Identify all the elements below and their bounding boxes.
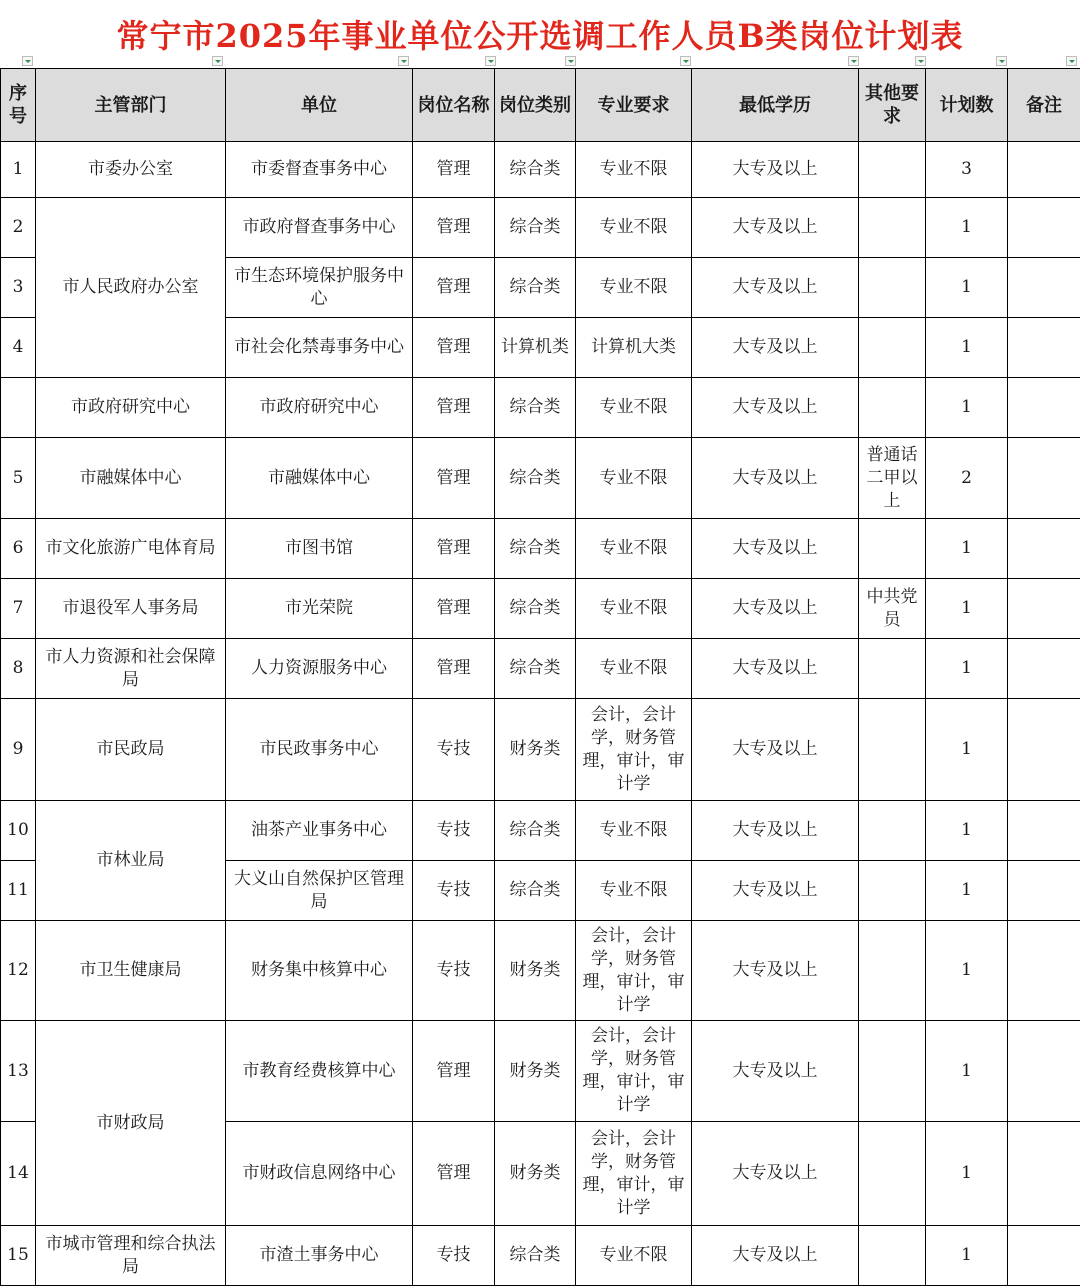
cell-count[interactable]: 1 [926, 1021, 1008, 1122]
cell-education[interactable]: 大专及以上 [692, 921, 859, 1021]
cell-category[interactable]: 综合类 [495, 861, 576, 921]
col-header-note[interactable]: 备注 [1008, 69, 1080, 142]
table-row [1, 1226, 1080, 1286]
cell-education[interactable]: 大专及以上 [692, 258, 859, 318]
cell-post[interactable]: 管理 [413, 519, 495, 579]
cell-post[interactable]: 管理 [413, 639, 495, 699]
cell-seq[interactable]: 15 [1, 1226, 36, 1286]
cell-post[interactable]: 专技 [413, 801, 495, 861]
cell-education[interactable]: 大专及以上 [692, 639, 859, 699]
cell-other[interactable] [859, 1122, 926, 1226]
table-row [1, 198, 1080, 258]
cell-note[interactable] [1008, 579, 1080, 639]
cell-dept[interactable]: 市卫生健康局 [36, 921, 226, 1021]
cell-post[interactable]: 管理 [413, 142, 495, 198]
cell-other[interactable] [859, 258, 926, 318]
cell-major[interactable]: 会计，会计学，财务管理，审计，审计学 [576, 699, 692, 801]
cell-unit[interactable]: 市图书馆 [226, 519, 413, 579]
cell-seq[interactable]: 3 [1, 258, 36, 318]
cell-category[interactable]: 综合类 [495, 142, 576, 198]
cell-unit[interactable]: 市融媒体中心 [226, 438, 413, 519]
filter-dropdown-icon[interactable] [565, 56, 576, 66]
cell-major[interactable]: 专业不限 [576, 639, 692, 699]
cell-note[interactable] [1008, 699, 1080, 801]
cell-category[interactable]: 综合类 [495, 258, 576, 318]
cell-major[interactable]: 会计，会计学，财务管理，审计，审计学 [576, 1021, 692, 1122]
cell-category[interactable]: 计算机类 [495, 318, 576, 378]
cell-unit[interactable]: 市光荣院 [226, 579, 413, 639]
cell-post[interactable]: 管理 [413, 378, 495, 438]
cell-major[interactable]: 专业不限 [576, 258, 692, 318]
cell-education[interactable]: 大专及以上 [692, 699, 859, 801]
cell-major[interactable]: 专业不限 [576, 579, 692, 639]
cell-note[interactable] [1008, 318, 1080, 378]
cell-unit[interactable]: 市社会化禁毒事务中心 [226, 318, 413, 378]
cell-category[interactable]: 综合类 [495, 639, 576, 699]
cell-seq[interactable]: 12 [1, 921, 36, 1021]
cell-unit[interactable]: 财务集中核算中心 [226, 921, 413, 1021]
cell-note[interactable] [1008, 378, 1080, 438]
cell-other[interactable] [859, 142, 926, 198]
cell-count[interactable]: 1 [926, 921, 1008, 1021]
cell-note[interactable] [1008, 198, 1080, 258]
cell-education[interactable]: 大专及以上 [692, 1226, 859, 1286]
cell-major[interactable]: 专业不限 [576, 1226, 692, 1286]
table-row [1, 639, 1080, 699]
cell-other[interactable] [859, 801, 926, 861]
cell-unit[interactable]: 大义山自然保护区管理局 [226, 861, 413, 921]
cell-category[interactable]: 综合类 [495, 198, 576, 258]
filter-dropdown-icon[interactable] [1066, 56, 1077, 66]
cell-seq[interactable]: 13 [1, 1021, 36, 1122]
cell-category[interactable]: 综合类 [495, 438, 576, 519]
cell-other[interactable] [859, 318, 926, 378]
cell-seq[interactable]: 8 [1, 639, 36, 699]
cell-post[interactable]: 管理 [413, 258, 495, 318]
cell-major[interactable]: 会计，会计学，财务管理，审计，审计学 [576, 921, 692, 1021]
cell-seq[interactable]: 7 [1, 579, 36, 639]
cell-unit[interactable]: 市政府督查事务中心 [226, 198, 413, 258]
cell-seq[interactable]: 9 [1, 699, 36, 801]
table-row [1, 142, 1080, 198]
cell-education[interactable]: 大专及以上 [692, 142, 859, 198]
filter-dropdown-icon[interactable] [22, 56, 33, 66]
table-row [1, 921, 1080, 1021]
cell-seq[interactable]: 5 [1, 438, 36, 519]
cell-post[interactable]: 专技 [413, 699, 495, 801]
cell-note[interactable] [1008, 142, 1080, 198]
table-row [1, 699, 1080, 801]
col-header-category[interactable]: 岗位类别 [495, 69, 576, 142]
cell-other[interactable] [859, 378, 926, 438]
cell-category[interactable]: 财务类 [495, 699, 576, 801]
cell-post[interactable]: 专技 [413, 861, 495, 921]
cell-note[interactable] [1008, 1021, 1080, 1122]
cell-major[interactable]: 专业不限 [576, 198, 692, 258]
cell-education[interactable]: 大专及以上 [692, 579, 859, 639]
table-row [1, 1021, 1080, 1122]
filter-dropdown-icon[interactable] [485, 56, 496, 66]
cell-count[interactable]: 1 [926, 519, 1008, 579]
cell-unit[interactable]: 市财政信息网络中心 [226, 1122, 413, 1226]
cell-other[interactable] [859, 639, 926, 699]
filter-dropdown-icon[interactable] [915, 56, 926, 66]
cell-category[interactable]: 综合类 [495, 579, 576, 639]
cell-post[interactable]: 管理 [413, 1122, 495, 1226]
col-header-seq[interactable]: 序号 [1, 69, 36, 142]
cell-other[interactable] [859, 1021, 926, 1122]
cell-education[interactable]: 大专及以上 [692, 318, 859, 378]
cell-unit[interactable]: 人力资源服务中心 [226, 639, 413, 699]
cell-note[interactable] [1008, 1122, 1080, 1226]
cell-note[interactable] [1008, 258, 1080, 318]
col-header-major[interactable]: 专业要求 [576, 69, 692, 142]
cell-other[interactable] [859, 1226, 926, 1286]
cell-major[interactable]: 专业不限 [576, 378, 692, 438]
cell-seq[interactable]: 11 [1, 861, 36, 921]
cell-other[interactable] [859, 699, 926, 801]
table-row [1, 378, 1080, 438]
cell-count[interactable]: 1 [926, 318, 1008, 378]
cell-category[interactable]: 综合类 [495, 1226, 576, 1286]
header-row [1, 69, 1080, 142]
cell-post[interactable]: 管理 [413, 579, 495, 639]
col-header-dept[interactable]: 主管部门 [36, 69, 226, 142]
cell-seq[interactable]: 4 [1, 318, 36, 378]
cell-post[interactable]: 专技 [413, 1226, 495, 1286]
cell-dept[interactable]: 市人民政府办公室 [36, 198, 226, 378]
cell-count[interactable]: 1 [926, 1122, 1008, 1226]
table-row [1, 801, 1080, 861]
cell-count[interactable]: 1 [926, 1226, 1008, 1286]
cell-major[interactable]: 专业不限 [576, 142, 692, 198]
cell-dept[interactable]: 市林业局 [36, 801, 226, 921]
cell-unit[interactable]: 市教育经费核算中心 [226, 1021, 413, 1122]
cell-count[interactable]: 1 [926, 639, 1008, 699]
positions-table [0, 68, 1080, 1286]
cell-dept[interactable]: 市人力资源和社会保障局 [36, 639, 226, 699]
cell-count[interactable]: 1 [926, 861, 1008, 921]
table-row [1, 579, 1080, 639]
cell-seq[interactable]: 6 [1, 519, 36, 579]
cell-major[interactable]: 计算机大类 [576, 318, 692, 378]
cell-dept[interactable]: 市融媒体中心 [36, 438, 226, 519]
cell-education[interactable]: 大专及以上 [692, 519, 859, 579]
cell-major[interactable]: 专业不限 [576, 519, 692, 579]
cell-post[interactable]: 专技 [413, 921, 495, 1021]
cell-post[interactable]: 管理 [413, 198, 495, 258]
cell-note[interactable] [1008, 921, 1080, 1021]
cell-count[interactable]: 1 [926, 699, 1008, 801]
cell-count[interactable]: 3 [926, 142, 1008, 198]
cell-other[interactable]: 普通话二甲以上 [859, 438, 926, 519]
cell-other[interactable] [859, 519, 926, 579]
cell-unit[interactable]: 市生态环境保护服务中心 [226, 258, 413, 318]
cell-seq[interactable] [1, 378, 36, 438]
cell-major[interactable]: 专业不限 [576, 801, 692, 861]
filter-dropdown-icon[interactable] [996, 56, 1007, 66]
cell-count[interactable]: 1 [926, 378, 1008, 438]
cell-other[interactable] [859, 198, 926, 258]
cell-note[interactable] [1008, 639, 1080, 699]
cell-education[interactable]: 大专及以上 [692, 438, 859, 519]
cell-seq[interactable]: 1 [1, 142, 36, 198]
cell-other[interactable] [859, 861, 926, 921]
cell-major[interactable]: 专业不限 [576, 438, 692, 519]
cell-education[interactable]: 大专及以上 [692, 1021, 859, 1122]
col-header-unit[interactable]: 单位 [226, 69, 413, 142]
cell-count[interactable]: 1 [926, 198, 1008, 258]
cell-other[interactable] [859, 921, 926, 1021]
cell-category[interactable]: 财务类 [495, 1122, 576, 1226]
cell-other[interactable]: 中共党员 [859, 579, 926, 639]
cell-dept[interactable]: 市委办公室 [36, 142, 226, 198]
cell-dept[interactable]: 市财政局 [36, 1021, 226, 1226]
col-header-other[interactable]: 其他要求 [859, 69, 926, 142]
cell-count[interactable]: 1 [926, 579, 1008, 639]
filter-dropdown-icon[interactable] [212, 56, 223, 66]
cell-education[interactable]: 大专及以上 [692, 801, 859, 861]
table-row [1, 519, 1080, 579]
cell-category[interactable]: 综合类 [495, 801, 576, 861]
cell-note[interactable] [1008, 801, 1080, 861]
cell-category[interactable]: 综合类 [495, 378, 576, 438]
cell-unit[interactable]: 市渣土事务中心 [226, 1226, 413, 1286]
cell-education[interactable]: 大专及以上 [692, 378, 859, 438]
cell-education[interactable]: 大专及以上 [692, 861, 859, 921]
cell-education[interactable]: 大专及以上 [692, 1122, 859, 1226]
col-header-count[interactable]: 计划数 [926, 69, 1008, 142]
cell-note[interactable] [1008, 438, 1080, 519]
cell-category[interactable]: 财务类 [495, 1021, 576, 1122]
cell-dept[interactable]: 市政府研究中心 [36, 378, 226, 438]
cell-post[interactable]: 管理 [413, 1021, 495, 1122]
cell-count[interactable]: 1 [926, 258, 1008, 318]
page-title: 常宁市2025年事业单位公开选调工作人员B类岗位计划表 [0, 0, 1080, 68]
cell-count[interactable]: 1 [926, 801, 1008, 861]
cell-dept[interactable]: 市退役军人事务局 [36, 579, 226, 639]
cell-category[interactable]: 综合类 [495, 519, 576, 579]
cell-post[interactable]: 管理 [413, 318, 495, 378]
cell-dept[interactable]: 市民政局 [36, 699, 226, 801]
cell-dept[interactable]: 市城市管理和综合执法局 [36, 1226, 226, 1286]
cell-note[interactable] [1008, 861, 1080, 921]
cell-major[interactable]: 专业不限 [576, 861, 692, 921]
cell-unit[interactable]: 油茶产业事务中心 [226, 801, 413, 861]
cell-dept[interactable]: 市文化旅游广电体育局 [36, 519, 226, 579]
cell-unit[interactable]: 市民政事务中心 [226, 699, 413, 801]
cell-count[interactable]: 2 [926, 438, 1008, 519]
cell-seq[interactable]: 2 [1, 198, 36, 258]
filter-dropdown-icon[interactable] [848, 56, 859, 66]
cell-unit[interactable]: 市委督查事务中心 [226, 142, 413, 198]
cell-post[interactable]: 管理 [413, 438, 495, 519]
cell-note[interactable] [1008, 519, 1080, 579]
cell-category[interactable]: 财务类 [495, 921, 576, 1021]
table-row [1, 438, 1080, 519]
cell-seq[interactable]: 10 [1, 801, 36, 861]
cell-major[interactable]: 会计，会计学，财务管理，审计，审计学 [576, 1122, 692, 1226]
col-header-education[interactable]: 最低学历 [692, 69, 859, 142]
col-header-post[interactable]: 岗位名称 [413, 69, 495, 142]
cell-education[interactable]: 大专及以上 [692, 198, 859, 258]
cell-unit[interactable]: 市政府研究中心 [226, 378, 413, 438]
cell-seq[interactable]: 14 [1, 1122, 36, 1226]
filter-dropdown-icon[interactable] [680, 56, 691, 66]
cell-note[interactable] [1008, 1226, 1080, 1286]
filter-dropdown-icon[interactable] [398, 56, 409, 66]
